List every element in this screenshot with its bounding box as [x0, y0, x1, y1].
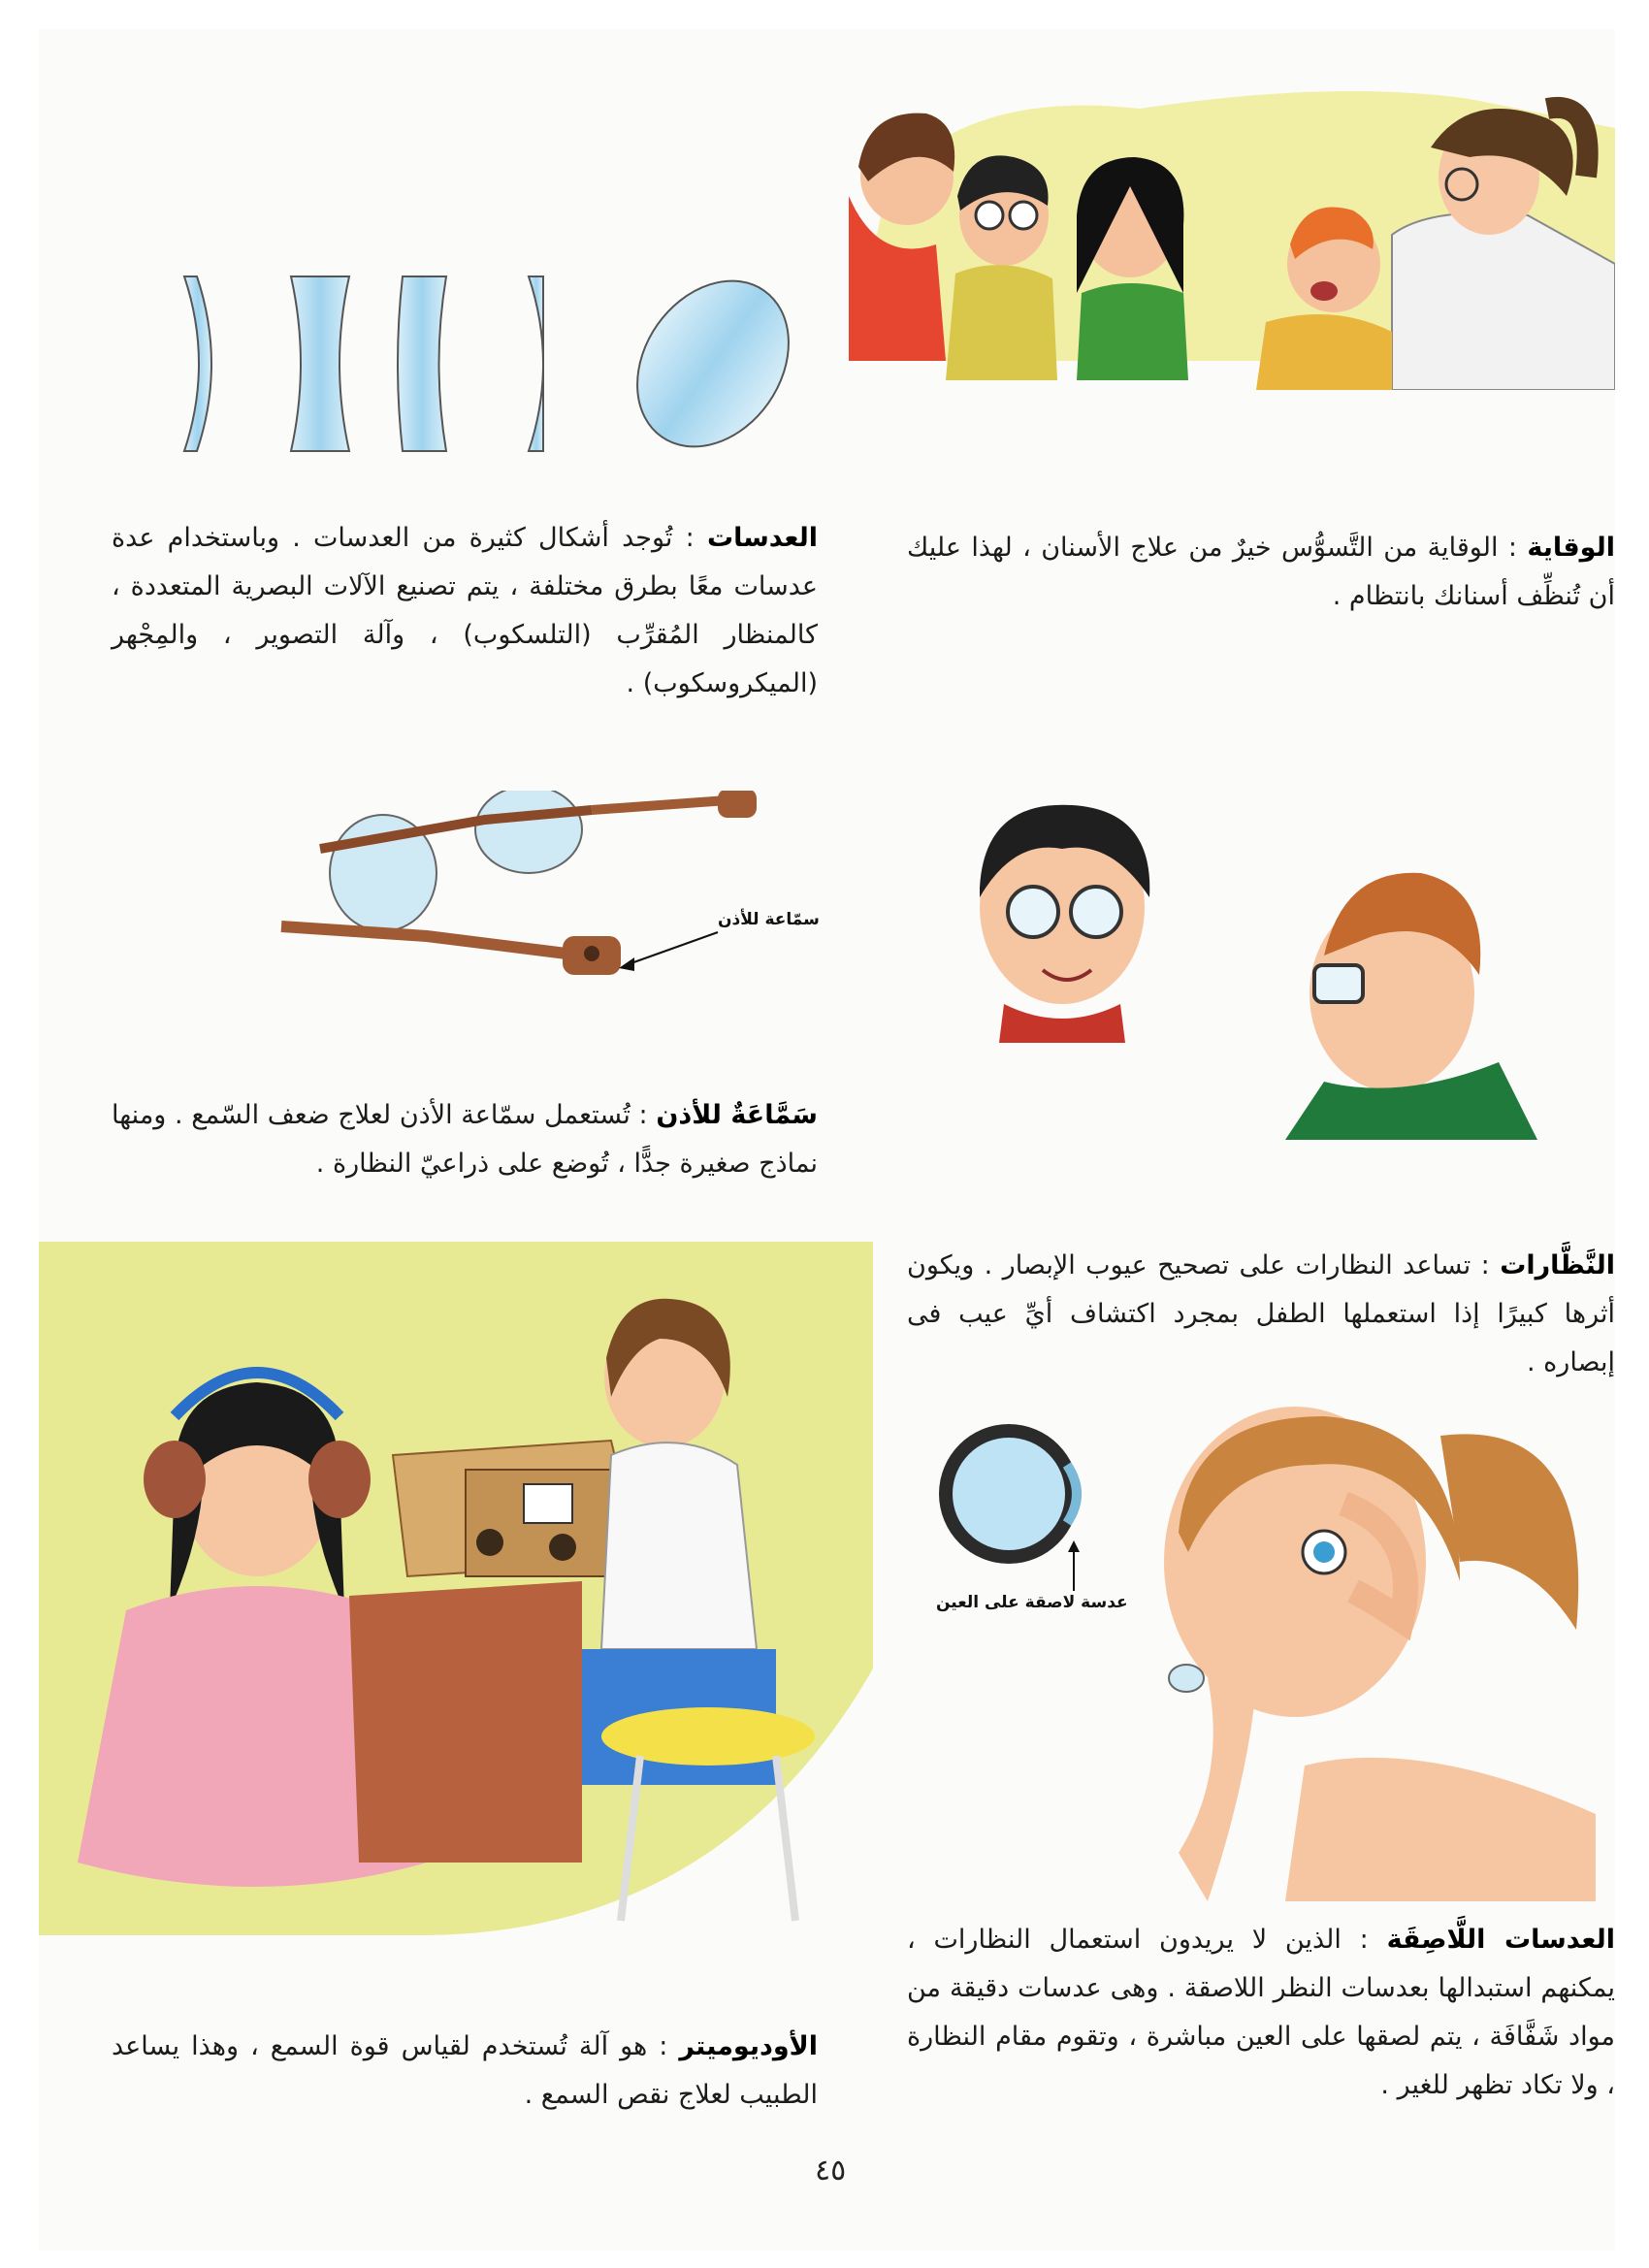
lenses-term: العدسات — [706, 523, 818, 553]
contact-lenses-paragraph — [907, 1916, 1615, 2110]
lenses-paragraph — [112, 514, 818, 708]
audiometer-term: الأوديوميتر — [679, 2031, 818, 2061]
hearing-aid-paragraph — [112, 1091, 818, 1188]
glasses-paragraph — [907, 1242, 1615, 1387]
glasses-term: النَّظَّارات — [1500, 1250, 1615, 1280]
book-page — [39, 29, 1615, 2251]
hearing-aid-text: : تُستعمل سمّاعة الأذن لعلاج ضعف السّمع . ومنها نماذج صغيرة جدًّا ، تُوضع على ذراعيّ النظارة . — [112, 1100, 818, 1179]
lenses-text: : تُوجد أشكال كثيرة من العدسات . وباستخدام عدة عدسات معًا بطرق مختلفة ، يتم تصنيع الآلات البصرية المتعددة ، كالمنظار المُقرِّب (التلسكوب) ، وآلة التصوير ، والمِجْهر (الميكروسكوب) . — [112, 523, 818, 698]
prevention-paragraph — [907, 524, 1615, 621]
hearing-aid-glasses-illustration — [262, 791, 786, 1033]
hearing-aid-label: سمّاعة للأذن — [718, 910, 820, 929]
boys-with-glasses-illustration — [917, 752, 1615, 1140]
contact-lenses-text: : الذين لا يريدون استعمال النظارات ، يمكنهم استبدالها بعدسات النظر اللاصقة . وهى عدسات دقيقة من مواد شَفَّافَة ، يتم لصقها على العين مباشرة ، وتقوم مقام النظارة ، ولا تكاد تظهر للغير . — [907, 1925, 1615, 2100]
audiometer-illustration — [39, 1242, 873, 1935]
lens-shapes-illustration — [112, 247, 810, 480]
audiometer-paragraph — [112, 2023, 818, 2120]
hearing-aid-term: سَمَّاعَةٌ للأذن — [656, 1100, 818, 1130]
audiometer-text: : هو آلة تُستخدم لقياس قوة السمع ، وهذا يساعد الطبيب لعلاج نقص السمع . — [112, 2031, 818, 2110]
glasses-text: : تساعد النظارات على تصحيح عيوب الإبصار . ويكون أثرها كبيرًا إذا استعملها الطفل بمجرد اكتشاف أيِّ عيب فى إبصاره . — [907, 1250, 1615, 1377]
prevention-text: : الوقاية من التَّسوُّس خيرٌ من علاج الأسنان ، لهذا عليك أن تُنظِّف أسنانك بانتظام . — [907, 533, 1615, 611]
contact-lens-illustration — [917, 1397, 1615, 1901]
prevention-term: الوقاية — [1527, 533, 1615, 563]
page-number: ٤٥ — [815, 2154, 847, 2187]
dentist-children-illustration — [849, 70, 1615, 390]
contact-lens-label: عدسة لاصقة على العين — [936, 1593, 1128, 1612]
contact-lenses-term: العدسات اللَّاصِقَة — [1386, 1925, 1615, 1955]
